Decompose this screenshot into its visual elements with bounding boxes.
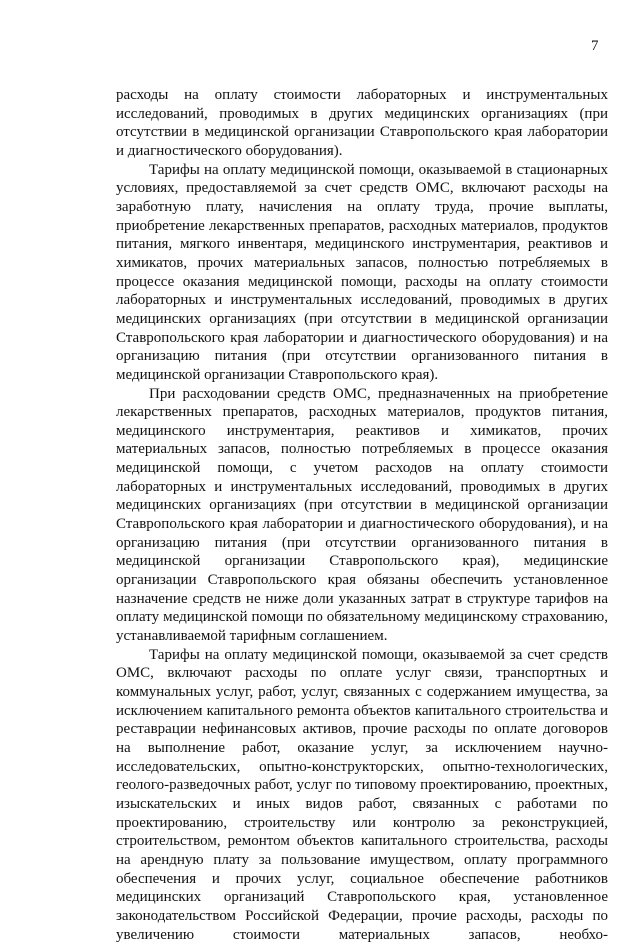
paragraph-expenditure-rules: При расходовании средств ОМС, предназначенных на приобретение лекарственных препаратов, расходных материалов, продуктов питания, медицинского инструментария, реактивов и химикатов, прочих материальных запасов, полностью потребляемых в процессе оказания медицинской помощи, с учетом расходов на оплату стоимости лабораторных и инструментальных исследований, проводимых в других медицинских организациях (при отсутствии в медицинской организации Ставропольского края лаборатории и диагностического оборудования), и на организацию питания (при отсутствии организованного питания в медицинской организации Ставропольского края), медицинские организации Ставропольского края обязаны обеспечить установленное назначение средств не ниже доли указанных затрат в структуре тарифов на оплату медицинской помощи по обязательному медицинскому страхованию, устанавливаемой тарифным соглашением. bbox=[116, 385, 608, 645]
document-body bbox=[116, 86, 608, 944]
page-number: 7 bbox=[591, 38, 599, 54]
paragraph-other-expenses: Тарифы на оплату медицинской помощи, оказываемой за счет средств ОМС, включают расходы по оплате услуг связи, транспортных и коммунальных услуг, работ, услуг, связанных с содержанием имущества, за исключением капитального ремонта объектов капитального строительства и реставрации нефинансовых активов, прочие расходы по оплате договоров на выполнение работ, оказание услуг, за исключением научно-исследовательских, опытно-конструкторских, опытно-технологических, геолого-разведочных работ, услуг по типовому проектированию, проектных, изыскательских и иных видов работ, связанных с работами по проектированию, строительству или контролю за реконструкцией, строительством, ремонтом объектов капитального строительства, расходы на арендную плату за пользование имуществом, оплату программного обеспечения и прочих услуг, социальное обеспечение работников медицинских организаций Ставропольского края, установленное законодательством Российской Федерации, прочие расходы, расходы по увеличению стоимости материальных запасов, необхо- bbox=[116, 646, 608, 943]
paragraph-inpatient-tariffs: Тарифы на оплату медицинской помощи, оказываемой в стационарных условиях, предоставляемой за счет средств ОМС, включают расходы на заработную плату, начисления на оплату труда, прочие выплаты, приобретение лекарственных препаратов, расходных материалов, продуктов питания, мягкого инвентаря, медицинского инструментария, реактивов и химикатов, прочих материальных запасов, полностью потребляемых в процессе оказания медицинской помощи, расходы на оплату стоимости лабораторных и инструментальных исследований, проводимых в других медицинских организациях (при отсутствии в медицинской организации Ставропольского края лаборатории и диагностического оборудования) и на организацию питания (при отсутствии организованного питания в медицинской организации Ставропольского края). bbox=[116, 161, 608, 383]
paragraph-continuation: расходы на оплату стоимости лабораторных и инструментальных исследований, проводимых в других медицинских организациях (при отсутствии в медицинской организации Ставропольского края лаборатории и диагностического оборудования). bbox=[116, 87, 608, 159]
